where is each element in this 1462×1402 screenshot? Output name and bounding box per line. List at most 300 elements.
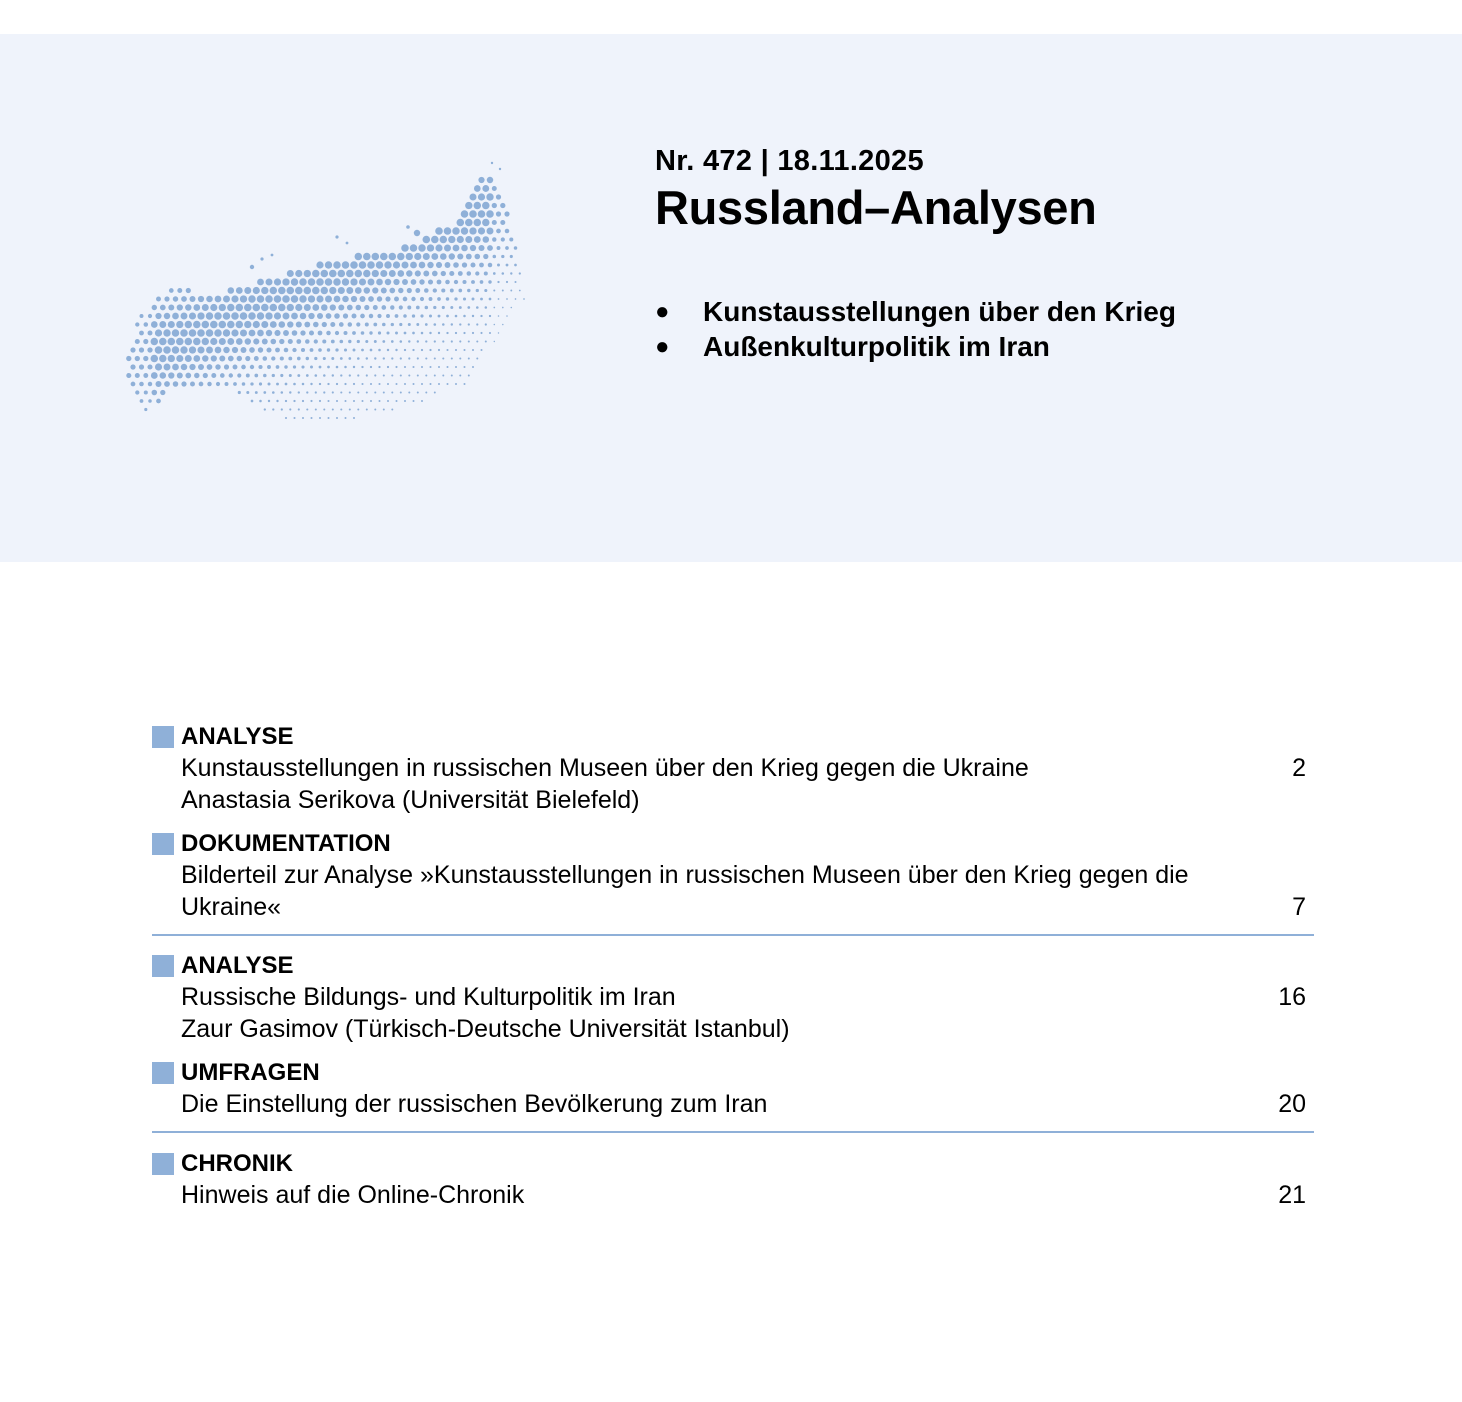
- map-dot: [425, 392, 427, 394]
- map-dot: [472, 298, 475, 301]
- map-dot: [386, 314, 390, 318]
- map-dot: [442, 323, 445, 326]
- page-number: 2: [1292, 754, 1306, 782]
- map-dot: [489, 315, 491, 317]
- map-dot: [295, 304, 302, 311]
- map-dot: [160, 390, 165, 395]
- map-dot: [418, 244, 425, 251]
- map-dot: [292, 330, 298, 336]
- map-dot: [317, 313, 323, 319]
- map-dot: [391, 391, 393, 393]
- map-dot: [349, 408, 351, 410]
- map-dot: [335, 348, 338, 351]
- map-dot: [266, 347, 271, 352]
- map-dot: [387, 366, 389, 368]
- map-dot: [355, 253, 363, 261]
- map-dot: [342, 278, 349, 285]
- map-dot: [408, 391, 410, 393]
- map-dot: [216, 382, 220, 386]
- map-dot: [502, 272, 505, 275]
- map-dot: [429, 349, 431, 351]
- map-dot: [227, 338, 234, 345]
- map-dot: [483, 254, 488, 259]
- map-dot: [459, 323, 461, 325]
- map-dot: [504, 211, 509, 216]
- map-dot: [155, 346, 163, 354]
- map-dot: [488, 280, 491, 283]
- map-dot: [347, 305, 353, 311]
- map-dot: [310, 400, 312, 402]
- map-dot: [401, 244, 409, 252]
- entry-title: Hinweis auf die Online-Chronik: [181, 1181, 525, 1209]
- map-dot: [315, 408, 317, 410]
- map-dot: [265, 312, 272, 319]
- map-dot: [437, 297, 441, 301]
- map-dot: [510, 290, 512, 292]
- map-dot: [492, 220, 497, 225]
- map-dot: [323, 374, 326, 377]
- map-dot: [211, 373, 216, 378]
- issue-number-date: Nr. 472 | 18.11.2025: [655, 145, 924, 177]
- map-dot: [215, 296, 222, 303]
- map-dot: [130, 364, 135, 369]
- map-dot: [425, 323, 428, 326]
- map-dot: [410, 244, 418, 252]
- map-dot: [419, 279, 424, 284]
- map-dot: [155, 381, 161, 387]
- map-dot: [248, 312, 256, 320]
- map-dot: [386, 331, 389, 334]
- section-marker-icon: [152, 726, 174, 748]
- map-dot: [250, 265, 254, 269]
- map-dot: [438, 332, 440, 334]
- map-dot: [330, 304, 336, 310]
- map-dot: [469, 227, 476, 234]
- map-dot: [348, 357, 351, 360]
- map-dot: [330, 322, 335, 327]
- map-dot: [475, 271, 479, 275]
- map-dot: [181, 296, 187, 302]
- map-dot: [519, 272, 521, 274]
- map-dot: [185, 321, 192, 328]
- map-dot: [268, 383, 271, 386]
- map-dot: [467, 289, 470, 292]
- map-dot: [468, 340, 470, 342]
- map-dot: [285, 400, 287, 402]
- map-dot: [463, 349, 465, 351]
- map-dot: [189, 364, 195, 370]
- map-dot: [299, 278, 307, 286]
- map-dot: [346, 242, 349, 245]
- map-dot: [164, 381, 170, 387]
- map-dot: [470, 262, 475, 267]
- map-dot: [427, 244, 434, 251]
- map-dot: [424, 288, 429, 293]
- map-dot: [368, 296, 374, 302]
- map-dot: [253, 338, 259, 344]
- map-dot: [338, 287, 345, 294]
- map-dot: [501, 237, 505, 241]
- map-dot: [478, 193, 485, 200]
- map-dot: [291, 295, 299, 303]
- map-dot: [369, 314, 373, 318]
- map-dot: [374, 357, 376, 359]
- map-dot: [485, 323, 487, 325]
- map-dot: [363, 253, 371, 261]
- map-dot: [143, 339, 148, 344]
- map-dot: [431, 236, 439, 244]
- map-dot: [455, 315, 458, 318]
- map-dot: [458, 271, 463, 276]
- map-dot: [244, 287, 251, 294]
- map-dot: [333, 278, 341, 286]
- map-dot: [267, 365, 271, 369]
- map-dot: [450, 306, 453, 309]
- map-dot: [160, 372, 167, 379]
- map-dot: [449, 253, 455, 259]
- map-dot: [339, 322, 344, 327]
- map-dot: [514, 264, 517, 267]
- map-dot: [420, 297, 424, 301]
- map-dot: [227, 321, 235, 329]
- map-dot: [319, 417, 321, 419]
- map-dot: [393, 279, 399, 285]
- map-dot: [462, 262, 467, 267]
- map-dot: [425, 357, 427, 359]
- map-dot: [455, 332, 457, 334]
- map-dot: [436, 262, 442, 268]
- map-dot: [429, 332, 431, 334]
- map-dot: [415, 270, 421, 276]
- map-dot: [211, 355, 217, 361]
- map-dot: [295, 287, 303, 295]
- map-dot: [476, 340, 478, 342]
- map-dot: [135, 356, 140, 361]
- map-dot: [499, 168, 501, 170]
- map-dot: [446, 366, 448, 368]
- map-dot: [487, 245, 493, 251]
- map-dot: [445, 262, 451, 268]
- map-dot: [325, 278, 333, 286]
- toc-entry[interactable]: [181, 752, 1306, 816]
- map-dot: [193, 338, 201, 346]
- map-dot: [151, 321, 158, 328]
- map-dot: [197, 346, 204, 353]
- map-dot: [459, 340, 461, 342]
- map-dot: [240, 329, 247, 336]
- map-dot: [374, 340, 377, 343]
- map-dot: [356, 305, 362, 311]
- map-dot: [505, 229, 510, 234]
- section-label: ANALYSE: [181, 723, 294, 750]
- map-dot: [465, 236, 472, 243]
- map-dot: [254, 374, 258, 378]
- map-dot: [318, 348, 322, 352]
- map-dot: [278, 304, 285, 311]
- map-dot: [514, 281, 516, 283]
- map-dot: [159, 355, 166, 362]
- map-dot: [257, 330, 264, 337]
- map-dot: [476, 357, 478, 359]
- map-dot: [302, 383, 305, 386]
- map-dot: [378, 366, 380, 368]
- map-dot: [261, 287, 268, 294]
- map-dot: [281, 408, 283, 410]
- map-dot: [485, 306, 488, 309]
- map-dot: [389, 288, 395, 294]
- map-dot: [223, 347, 229, 353]
- map-dot: [139, 331, 144, 336]
- map-dot: [258, 365, 262, 369]
- map-dot: [296, 321, 302, 327]
- map-dot: [494, 324, 496, 326]
- map-dot: [500, 220, 505, 225]
- map-dot: [173, 381, 179, 387]
- map-dot: [391, 323, 394, 326]
- map-dot: [442, 357, 444, 359]
- map-dot: [411, 297, 415, 301]
- map-dot: [414, 230, 420, 236]
- map-dot: [322, 322, 327, 327]
- map-dot: [263, 391, 266, 394]
- toc-entry[interactable]: [181, 859, 1306, 923]
- map-dot: [361, 366, 363, 368]
- map-dot: [332, 391, 334, 393]
- map-dot: [206, 296, 213, 303]
- map-dot: [236, 321, 243, 328]
- map-dot: [493, 289, 495, 291]
- page-number: 21: [1278, 1181, 1306, 1209]
- map-dot: [135, 322, 139, 326]
- map-dot: [236, 304, 244, 312]
- section-marker-icon: [152, 833, 174, 855]
- map-dot: [151, 372, 158, 379]
- toc-entry[interactable]: [181, 1088, 1306, 1120]
- map-dot: [400, 391, 402, 393]
- map-dot: [340, 340, 344, 344]
- map-dot: [315, 391, 317, 393]
- map-dot: [368, 279, 375, 286]
- map-dot: [155, 329, 162, 336]
- map-dot: [297, 357, 301, 361]
- map-dot: [509, 237, 513, 241]
- map-dot: [306, 408, 308, 410]
- map-dot: [404, 366, 406, 368]
- map-dot: [240, 295, 247, 302]
- toc-entry[interactable]: [181, 1179, 1306, 1211]
- toc-section: [152, 951, 1314, 1045]
- map-dot: [474, 219, 482, 227]
- map-dot: [523, 298, 525, 300]
- map-dot: [469, 193, 476, 200]
- map-dot: [406, 253, 413, 260]
- map-dot: [484, 289, 487, 292]
- map-dot: [498, 315, 500, 317]
- map-dot: [223, 329, 230, 336]
- map-dot: [395, 314, 399, 318]
- map-dot: [323, 391, 325, 393]
- map-dot: [198, 296, 204, 302]
- map-dot: [417, 357, 419, 359]
- map-dot: [417, 374, 419, 376]
- map-dot: [144, 408, 147, 411]
- map-dot: [344, 400, 346, 402]
- map-dot: [288, 339, 293, 344]
- map-dot: [387, 400, 389, 402]
- map-dot: [346, 287, 353, 294]
- map-dot: [202, 321, 210, 329]
- map-dot: [381, 288, 387, 294]
- map-dot: [438, 366, 440, 368]
- map-dot: [465, 202, 472, 209]
- map-dot: [343, 313, 348, 318]
- map-dot: [156, 297, 161, 302]
- map-dot: [492, 237, 496, 241]
- map-dot: [258, 347, 263, 352]
- map-dot: [202, 355, 208, 361]
- map-dot: [357, 374, 359, 376]
- map-dot: [496, 229, 501, 234]
- map-dot: [270, 321, 277, 328]
- map-dot: [357, 357, 360, 360]
- map-dot: [289, 391, 291, 393]
- map-dot: [185, 373, 191, 379]
- map-dot: [168, 355, 175, 362]
- map-dot: [215, 364, 220, 369]
- map-dot: [219, 356, 225, 362]
- map-dot: [329, 270, 337, 278]
- map-dot: [506, 281, 508, 283]
- map-dot: [480, 332, 482, 334]
- map-dot: [397, 253, 404, 260]
- map-dot: [496, 211, 501, 216]
- map-dot: [434, 392, 436, 394]
- map-dot: [461, 245, 468, 252]
- map-dot: [425, 306, 429, 310]
- section-header: [152, 1058, 1314, 1088]
- map-dot: [219, 338, 226, 345]
- map-dot: [497, 281, 499, 283]
- map-dot: [135, 390, 139, 394]
- toc-entry[interactable]: [181, 981, 1306, 1045]
- map-dot: [236, 338, 243, 345]
- map-dot: [228, 287, 235, 294]
- map-dot: [391, 340, 394, 343]
- map-dot: [493, 255, 497, 259]
- map-dot: [498, 298, 500, 300]
- map-dot: [361, 400, 363, 402]
- map-dot: [403, 297, 408, 302]
- map-dot: [219, 321, 227, 329]
- map-dot: [172, 364, 179, 371]
- map-dot: [377, 314, 381, 318]
- map-dot: [300, 330, 305, 335]
- map-dot: [207, 364, 213, 370]
- map-dot: [506, 315, 508, 317]
- map-dot: [440, 253, 447, 260]
- map-dot: [433, 323, 436, 326]
- map-dot: [395, 349, 397, 351]
- map-dot: [364, 305, 369, 310]
- map-dot: [366, 391, 368, 393]
- map-dot: [480, 315, 482, 317]
- map-dot: [489, 332, 491, 334]
- page-number: 7: [1292, 893, 1306, 921]
- map-dot: [176, 338, 184, 346]
- map-dot: [344, 383, 346, 385]
- map-dot: [434, 357, 436, 359]
- map-dot: [427, 262, 433, 268]
- map-dot: [404, 383, 406, 385]
- map-dot: [472, 349, 474, 351]
- page-number: 20: [1278, 1090, 1306, 1118]
- map-dot: [428, 279, 433, 284]
- map-dot: [232, 347, 238, 353]
- map-dot: [483, 236, 490, 243]
- map-dot: [497, 246, 501, 250]
- map-dot: [306, 391, 308, 393]
- map-dot: [423, 271, 429, 277]
- map-dot: [340, 374, 342, 376]
- map-dot: [372, 270, 379, 277]
- map-dot: [304, 287, 312, 295]
- map-dot: [147, 364, 152, 369]
- map-dot: [326, 313, 332, 319]
- map-dot: [435, 227, 443, 235]
- map-dot: [395, 383, 397, 385]
- map-dot: [374, 391, 376, 393]
- map-dot: [505, 246, 509, 250]
- map-dot: [291, 278, 298, 285]
- map-dot: [327, 383, 329, 385]
- map-dot: [382, 323, 386, 327]
- map-dot: [467, 306, 470, 309]
- map-dot: [168, 338, 176, 346]
- map-dot: [332, 374, 334, 376]
- map-dot: [245, 356, 250, 361]
- map-dot: [274, 295, 282, 303]
- map-dot: [323, 408, 325, 410]
- map-dot: [292, 348, 296, 352]
- map-dot: [447, 383, 449, 385]
- map-dot: [380, 270, 387, 277]
- section-marker-icon: [152, 1153, 174, 1175]
- map-dot: [152, 305, 157, 310]
- map-dot: [438, 349, 440, 351]
- map-dot: [229, 373, 233, 377]
- map-dot: [408, 323, 411, 326]
- map-dot: [314, 357, 317, 360]
- map-dot: [464, 383, 466, 385]
- map-dot: [177, 372, 183, 378]
- map-dot: [412, 314, 415, 317]
- map-dot: [194, 373, 199, 378]
- map-dot: [366, 408, 368, 410]
- map-dot: [295, 270, 302, 277]
- map-dot: [352, 331, 356, 335]
- map-dot: [297, 374, 300, 377]
- map-dot: [474, 202, 481, 209]
- map-dot: [402, 279, 408, 285]
- map-dot: [193, 304, 200, 311]
- map-dot: [302, 400, 304, 402]
- map-dot: [233, 365, 238, 370]
- map-dot: [352, 314, 357, 319]
- map-dot: [442, 340, 444, 342]
- map-dot: [470, 245, 476, 251]
- map-dot: [484, 271, 488, 275]
- map-dot: [210, 321, 218, 329]
